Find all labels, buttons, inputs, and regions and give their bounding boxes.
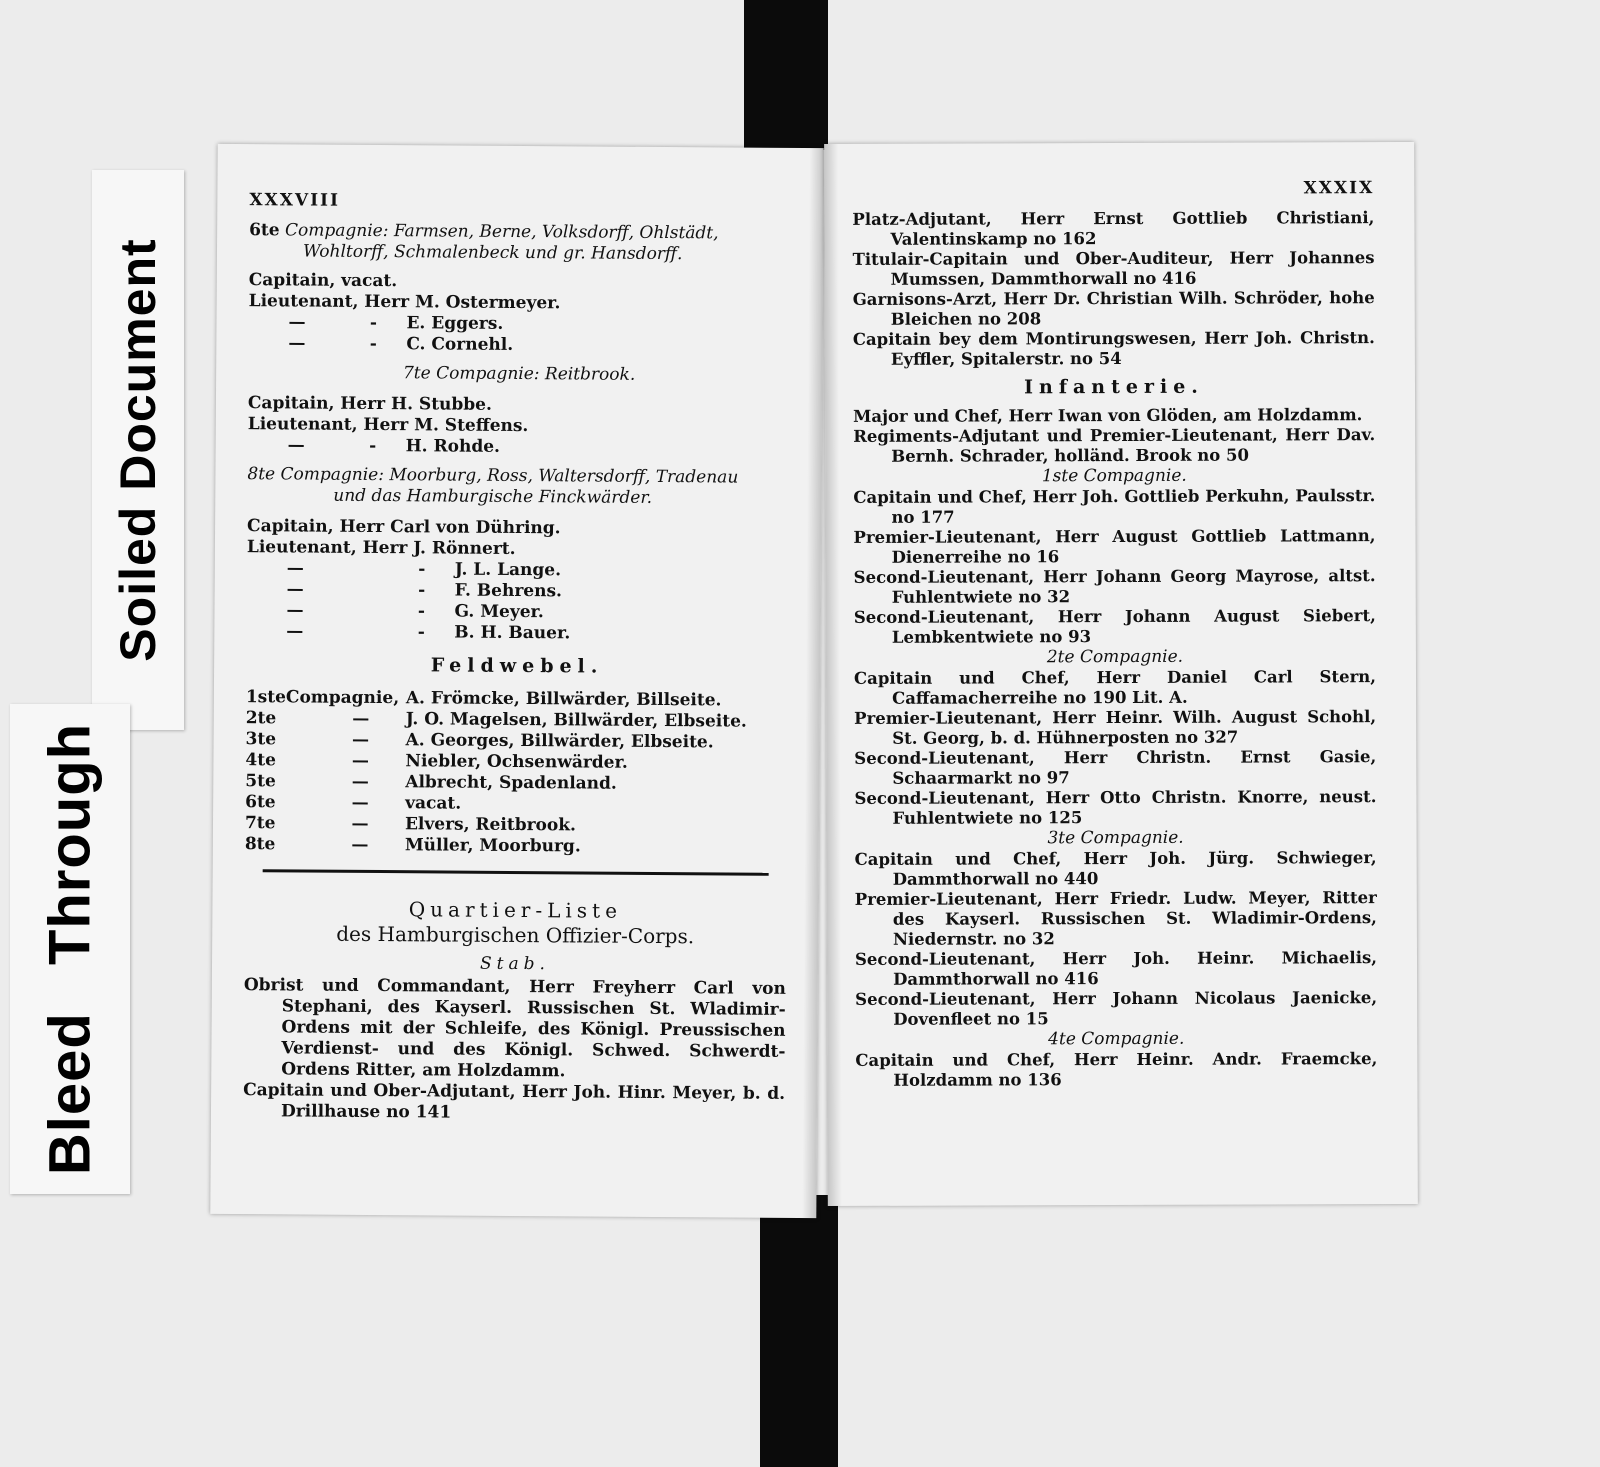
right-page-content: [852, 208, 1377, 1091]
officer-row: — - B. H. Bauer.: [286, 621, 571, 644]
feldwebel-row: 6te — vacat.: [245, 792, 462, 814]
officer-row: — - C. Cornehl.: [288, 333, 514, 355]
bleed-through-label: Bleed Through: [10, 704, 130, 1194]
company-7-officers: Capitain, Herr H. Stubbe. Lieutenant, Herr M. Steffens. — - H. Rohde.: [248, 393, 790, 460]
infanterie-entry: Major und Chef, Herr Iwan von Glöden, am Holzdamm.: [853, 405, 1363, 426]
officer-row: — - H. Rohde.: [287, 435, 501, 457]
right-page: [824, 142, 1418, 1206]
officer-entry: Second-Lieutenant, Herr Johann Georg Mayrose, altst. Fuhlentwiete no 32: [853, 566, 1376, 607]
officer-entry: Capitain und Chef, Herr Heinr. Andr. Fraemcke, Holzdamm no 136: [855, 1049, 1378, 1090]
officer-entry: Capitain und Chef, Herr Joh. Gottlieb Perkuhn, Paulsstr. no 177: [853, 486, 1376, 527]
spine-bottom: [760, 1195, 838, 1467]
stab-entry: Capitain und Ober-Adjutant, Herr Joh. Hinr. Meyer, b. d. Drillhause no 141: [243, 1080, 786, 1123]
feldwebel-heading: Feldwebel.: [430, 654, 604, 678]
staff-entry: Platz-Adjutant, Herr Ernst Gottlieb Christiani, Valentinskamp no 162: [852, 208, 1375, 249]
officer-entry: Premier-Lieutenant, Herr Heinr. Wilh. August Schohl, St. Georg, b. d. Hühnerposten no 327: [854, 707, 1377, 748]
left-page: [210, 144, 823, 1218]
company-2-heading: 2te Compagnie.: [1046, 646, 1184, 668]
quartier-title: Quartier-Liste: [408, 897, 623, 923]
infanterie-heading: Infanterie.: [1024, 375, 1204, 399]
officer-entry: Second-Lieutenant, Herr Joh. Heinr. Michaelis, Dammthorwall no 416: [854, 948, 1378, 989]
company-8: 8te Compagnie: Moorburg, Ross, Waltersdorff, Tradenau und das Hamburgische Finckwärder.: [247, 464, 789, 510]
company-6: 6te Compagnie: Farmsen, Berne, Volksdorff, Ohlstädt, Wohltorff, Schmalenbeck und gr. Hansdorff.: [249, 220, 791, 266]
company-6-heading: 6te Compagnie: Farmsen, Berne, Volksdorff, Ohlstädt,: [249, 220, 719, 244]
officer-entry: Second-Lieutenant, Herr Otto Christn. Knorre, neust. Fuhlentwiete no 125: [854, 787, 1377, 828]
officer-entry: Second-Lieutenant, Herr Johann Nicolaus Jaenicke, Dovenfleet no 15: [855, 988, 1378, 1029]
stab-entry: Obrist und Commandant, Herr Freyherr Carl von Stephani, des Kayserl. Russischen St. Wladimir-Ordens mit der Schleife, des Königl. Preussischen Verdienst- und des Königl. Schwed. Schwerdt-Ordens Ritter, am Holzdamm.: [243, 975, 786, 1082]
soiled-document-label: Soiled Document: [92, 170, 184, 730]
officer-row: — - G. Meyer.: [286, 600, 544, 623]
company-1-heading: 1ste Compagnie.: [1041, 465, 1187, 487]
officer-entry: Capitain und Chef, Herr Joh. Jürg. Schwieger, Dammthorwall no 440: [854, 848, 1377, 889]
page-number-right: XXXIX: [1303, 178, 1375, 199]
feldwebel-row: 5te — Albrecht, Spadenland.: [245, 771, 617, 794]
company-3-heading: 3te Compagnie.: [1047, 827, 1184, 849]
company-6-officers: Capitain, vacat. Lieutenant, Herr M. Ostermeyer. — - E. Eggers. — - C. Cornehl.: [248, 270, 791, 358]
page-number-left: XXXVIII: [249, 190, 341, 211]
feldwebel-row: 8te — Müller, Moorburg.: [244, 834, 581, 857]
quartier-subtitle: des Hamburgischen Offizier-Corps.: [336, 921, 695, 949]
company-8-officers: Capitain, Herr Carl von Dühring. Lieutenant, Herr J. Rönnert. — - J. L. Lange. — - F. Behrens. — - G. Meyer. — - B. H. Bauer.: [246, 516, 789, 646]
company-8-heading: 8te Compagnie: Moorburg, Ross, Waltersdorff, Tradenau: [247, 464, 739, 488]
company-4-heading: 4te Compagnie.: [1048, 1028, 1185, 1050]
feldwebel-row: 3te — A. Georges, Billwärder, Elbseite.: [245, 729, 714, 753]
officer-entry: Premier-Lieutenant, Herr August Gottlieb Lattmann, Dienerreihe no 16: [853, 526, 1376, 567]
spine-top: [744, 0, 828, 150]
staff-entry: Garnisons-Arzt, Herr Dr. Christian Wilh. Schröder, hohe Bleichen no 208: [852, 288, 1375, 329]
officer-row: — - F. Behrens.: [286, 579, 563, 602]
section-divider: [263, 869, 769, 876]
officer-entry: Second-Lieutenant, Herr Christn. Ernst Gasie, Schaarmarkt no 97: [854, 747, 1377, 788]
staff-entry: Capitain bey dem Montirungswesen, Herr Joh. Christn. Eyffler, Spitalerstr. no 54: [852, 328, 1375, 369]
officer-entry: Premier-Lieutenant, Herr Friedr. Ludw. Meyer, Ritter des Kayserl. Russischen St. Wladimir-Ordens, Niedernstr. no 32: [854, 888, 1377, 949]
feldwebel-row: 7te — Elvers, Reitbrook.: [244, 813, 577, 836]
feldwebel-row: 1steCompagnie, A. Frömcke, Billwärder, Billseite.: [245, 687, 722, 711]
stab-heading: Stab.: [480, 953, 551, 975]
officer-row: — - J. L. Lange.: [286, 558, 562, 581]
company-7-heading: 7te Compagnie: Reitbrook.: [402, 363, 636, 385]
officer-entry: Second-Lieutenant, Herr Johann August Siebert, Lembkentwiete no 93: [853, 606, 1376, 647]
feldwebel-list: [245, 687, 788, 859]
left-page-content: [243, 220, 791, 1126]
feldwebel-row: 4te — Niebler, Ochsenwärder.: [245, 750, 628, 773]
infanterie-entry: Regiments-Adjutant und Premier-Lieutenant, Herr Dav. Bernh. Schrader, holländ. Brook no 50: [853, 425, 1376, 466]
feldwebel-row: 2te — J. O. Magelsen, Billwärder, Elbseite.: [245, 708, 747, 732]
staff-entry: Titulair-Capitain und Ober-Auditeur, Herr Johannes Mumssen, Dammthorwall no 416: [852, 248, 1375, 289]
officer-row: — - E. Eggers.: [288, 312, 504, 334]
officer-entry: Capitain und Chef, Herr Daniel Carl Stern, Caffamacherreihe no 190 Lit. A.: [853, 667, 1377, 708]
